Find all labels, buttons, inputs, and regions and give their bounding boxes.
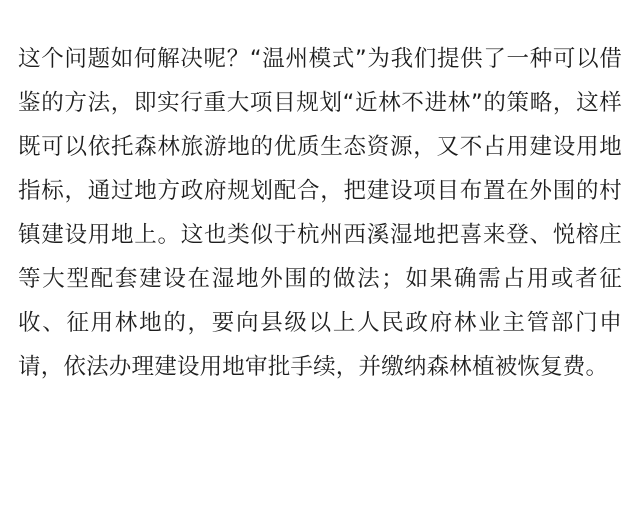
article-paragraph: 这个问题如何解决呢？“温州模式”为我们提供了一种可以借鉴的方法，即实行重大项目规划“近林不进林”的策略，这样既可以依托森林旅游地的优质生态资源，又不占用建设用地指标，通过地方政府规划配合，把建设项目布置在外围的村镇建设用地上。这也类似于杭州西溪湿地把喜来登、悦榕庄等大型配套建设在湿地外围的做法；如果确需占用或者征收、征用林地的，要向县级以上人民政府林业主管部门申请，依法办理建设用地审批手续，并缴纳森林植被恢复费。	[18, 45, 622, 380]
